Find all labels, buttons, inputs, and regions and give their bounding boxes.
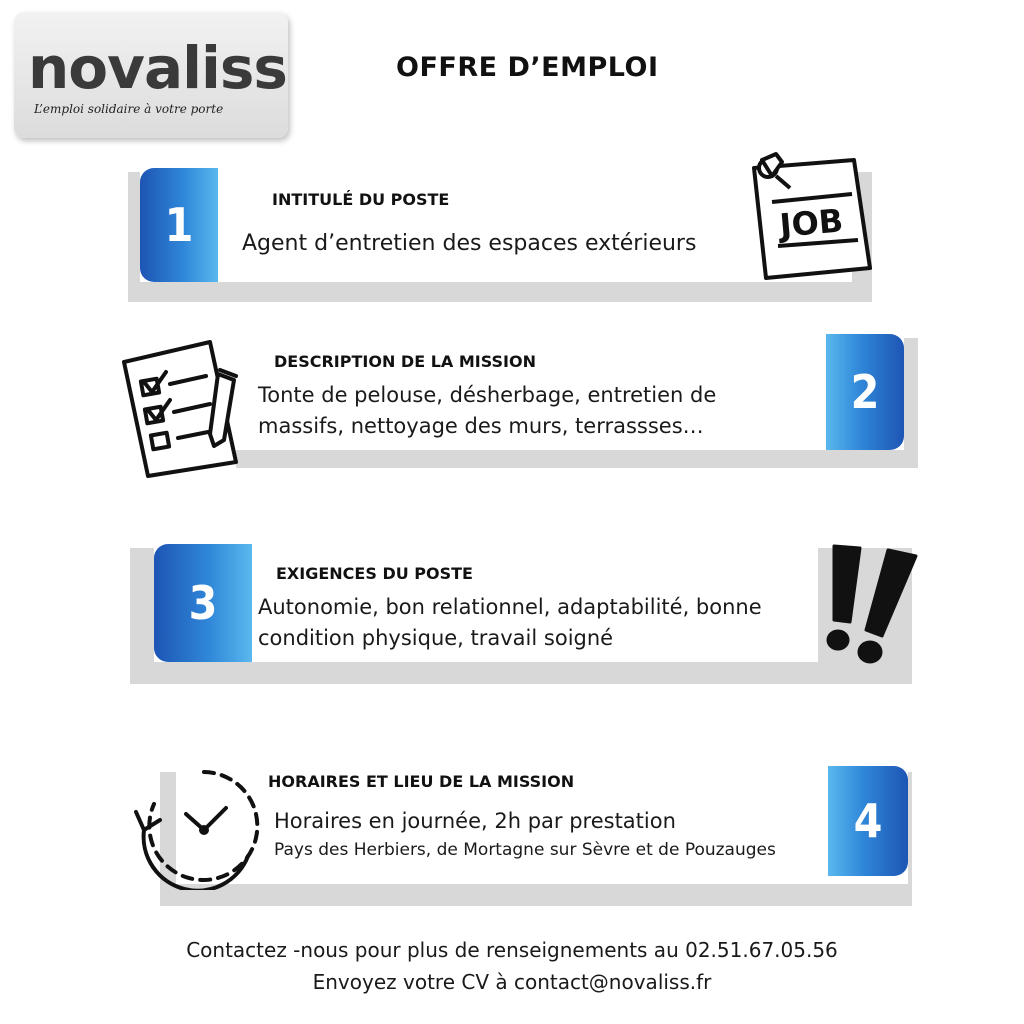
section-3-text-2: condition physique, travail soigné [258, 626, 614, 650]
footer-contact-line: Contactez -nous pour plus de renseignements au 02.51.67.05.56 [186, 938, 838, 962]
job-sign-icon [742, 150, 878, 282]
section-4-text-1: Horaires en journée, 2h par prestation [274, 809, 676, 833]
section-3-heading: EXIGENCES DU POSTE [276, 564, 473, 583]
section-4-text-2: Pays des Herbiers, de Mortagne sur Sèvre et de Pouzauges [274, 840, 776, 860]
logo-box [14, 12, 288, 138]
section-2-heading: DESCRIPTION DE LA MISSION [274, 352, 536, 371]
section-1-heading: INTITULÉ DU POSTE [272, 190, 450, 209]
section-3-text-1: Autonomie, bon relationnel, adaptabilité, bonne [258, 595, 762, 619]
section-1-number: 1 [140, 168, 218, 282]
logo-wordmark: novaliss [28, 34, 287, 102]
clock-icon [130, 764, 264, 890]
job-sign-text: JOB [778, 201, 845, 245]
section-2-text-2: massifs, nettoyage des murs, terrassses… [258, 414, 704, 438]
section-4-number: 4 [828, 766, 908, 876]
section-3-number: 3 [154, 544, 252, 662]
section-2-text-1: Tonte de pelouse, désherbage, entretien de [258, 383, 717, 407]
footer-cv-line: Envoyez votre CV à contact@novaliss.fr [312, 970, 712, 994]
section-4-heading: HORAIRES ET LIEU DE LA MISSION [268, 772, 575, 791]
logo-tagline: L’emploi solidaire à votre porte [34, 102, 224, 116]
exclamation-icon [816, 540, 926, 670]
checklist-icon [118, 334, 248, 480]
page-title: OFFRE D’EMPLOI [396, 52, 659, 83]
section-1-text-1: Agent d’entretien des espaces extérieurs [242, 231, 697, 256]
section-2-number: 2 [826, 334, 904, 450]
